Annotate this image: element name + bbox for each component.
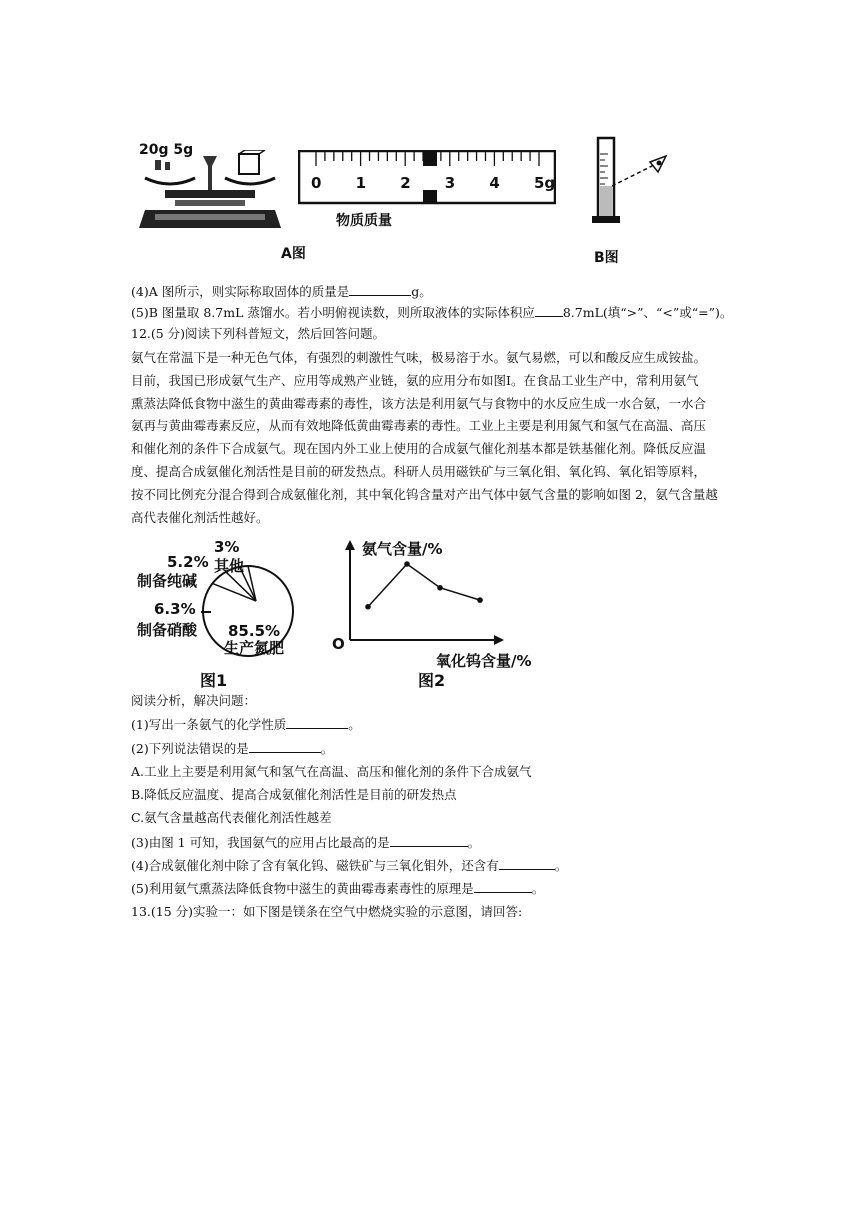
fig2-xlabel: 氧化钨含量/% [436, 652, 532, 670]
ruler-caption: 物质质量 [336, 213, 392, 229]
q12-3: (3)由图 1 可知，我国氨气的应用占比最高的是 。 [131, 835, 481, 850]
data-point [477, 597, 483, 603]
answer-blank[interactable] [535, 304, 563, 317]
fig2-caption: 图2 [418, 671, 446, 690]
data-point [404, 561, 410, 567]
figure-b-caption: B图 [594, 250, 619, 266]
pie-pct-soda: 5.2% [167, 553, 209, 571]
reading-prompt: 阅读分析，解决问题： [131, 693, 257, 708]
passage-line: 按不同比例充分混合得到合成氨催化剂，其中氧化钨含量对产出气体中氨气含量的影响如图 2，氨气含量越 [131, 486, 718, 502]
answer-blank[interactable] [349, 283, 411, 296]
answer-blank[interactable] [249, 740, 321, 753]
answer-blank[interactable] [286, 716, 348, 729]
series-line [368, 564, 480, 607]
pie-pct-nitric: 6.3% [154, 600, 196, 618]
question-12-heading: 12.(5 分)阅读下列科普短文，然后回答问题。 [131, 326, 386, 341]
passage-line: 氨气在常温下是一种无色气体，有强烈的刺激性气味，极易溶于水。氨气易燃，可以和酸反应生成铵盐。 [131, 350, 707, 365]
answer-blank[interactable] [499, 857, 555, 870]
pie-pct-other: 3% [214, 538, 240, 556]
passage-line: 和催化剂的条件下合成氨气。现在国内外工业上使用的合成氨气催化剂基本都是铁基催化剂。降低反应温 [131, 441, 707, 457]
pie-leader-nitric [201, 611, 211, 613]
answer-blank[interactable] [390, 834, 468, 847]
figure-a-caption: A图 [281, 246, 306, 262]
passage-line: 氨再与黄曲霉毒素反应，从而有效地降低黄曲霉毒素的毒性。工业上主要是利用氮气和氢气在高温、高压 [131, 418, 707, 434]
pie-name-fertilizer: 生产氮肥 [224, 639, 285, 657]
passage-line: 熏蒸法降低食物中滋生的黄曲霉毒素的毒性，该方法是利用氨气与食物中的水反应生成一水合氨，一水合 [131, 395, 707, 411]
q12-5: (5)利用氨气熏蒸法降低食物中滋生的黄曲霉毒素毒性的原理是 。 [131, 881, 545, 896]
pie-name-other: 其他 [214, 557, 245, 575]
q12-4: (4)合成氨催化剂中除了含有氧化钨、磁铁矿与三氧化钼外，还含有 。 [131, 858, 568, 873]
option-b: B.降低反应温度、提高合成氨催化剂活性是目前的研发热点 [131, 787, 457, 802]
fig2-ylabel: 氨气含量/% [362, 540, 443, 558]
q12-1: (1)写出一条氨气的化学性质 。 [131, 717, 361, 732]
passage-line: 目前，我国已形成氨气生产、应用等成熟产业链，氨的应用分布如图Ⅰ。在食品工业生产中，常利用氨气 [131, 372, 699, 388]
q12-2: (2)下列说法错误的是 。 [131, 741, 334, 756]
ruler-tick-label: 4 [489, 174, 500, 192]
ruler-tick-label: 2 [400, 174, 411, 192]
option-a: A.工业上主要是利用氮气和氢气在高温、高压和催化剂的条件下合成氨气 [131, 764, 532, 779]
pie-pct-fertilizer: 85.5% [228, 622, 281, 640]
fig2-origin: O [332, 635, 345, 653]
ruler-tick-label: 0 [311, 174, 322, 192]
passage-line: 度、提高合成氨催化剂活性是目前的研发热点。科研人员用磁铁矿与三氧化钼、氧化钨、氧化铝等原料， [131, 464, 707, 479]
question-4: (4)A 图所示，则实际称取固体的质量是 g。 [131, 284, 432, 299]
pie-name-soda: 制备纯碱 [137, 572, 198, 590]
question-5: (5)B 图量取 8.7mL 蒸馏水。若小明俯视读数，则所取液体的实际体积应 8.7mL(填“>”、“<”或“=”)。 [131, 305, 733, 320]
ruler-tick-label: 1 [355, 174, 367, 192]
fig1-caption: 图1 [200, 671, 228, 690]
question-13-heading: 13.(15 分)实验一：如下图是镁条在空气中燃烧实验的示意图，请回答: [131, 904, 523, 919]
passage-line: 高代表催化剂活性越好。 [131, 509, 269, 525]
graduated-cylinder [590, 134, 672, 226]
data-point [365, 604, 371, 610]
answer-blank[interactable] [474, 880, 532, 893]
pie-name-nitric: 制备硝酸 [137, 621, 198, 639]
weights-label: 20g 5g [139, 142, 194, 158]
ruler-tick-label: 5g [534, 174, 556, 192]
option-c: C.氨气含量越高代表催化剂活性越差 [131, 810, 332, 825]
data-point [437, 585, 443, 591]
ruler-tick-label: 3 [444, 174, 456, 192]
balance-illustration [135, 150, 285, 235]
